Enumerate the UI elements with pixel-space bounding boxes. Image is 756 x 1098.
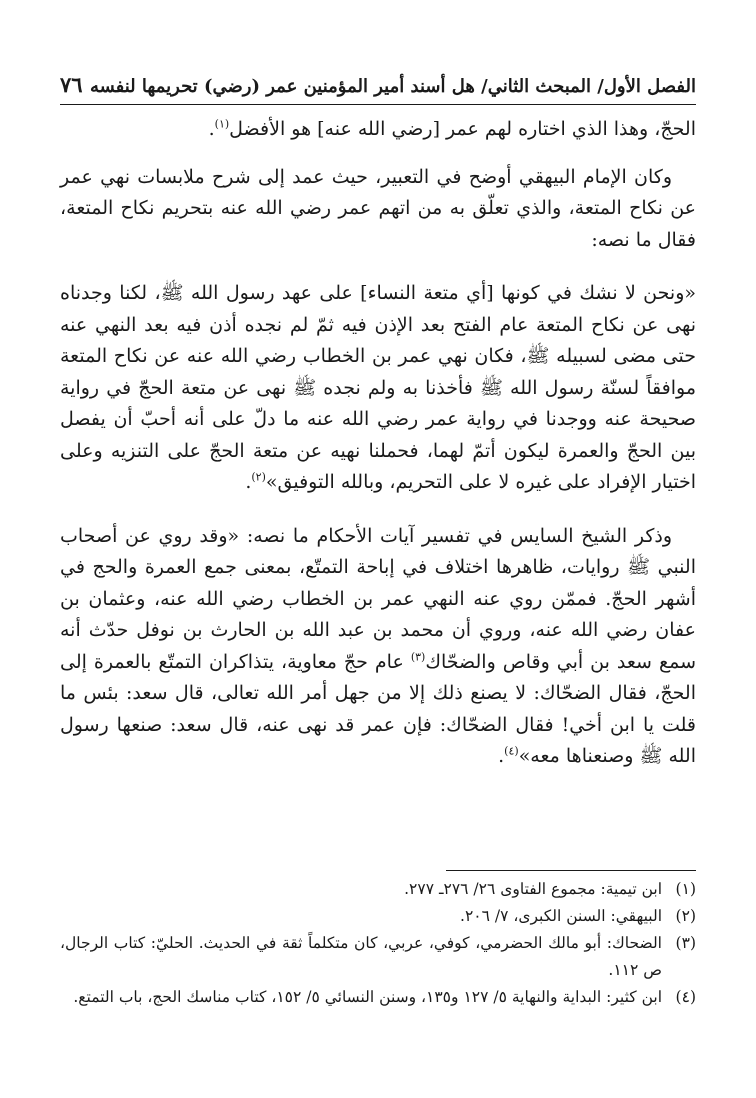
footnote-divider (446, 870, 696, 871)
footnote-4 (60, 984, 696, 1011)
footnote-text: ابن كثير: البداية والنهاية ٥/ ١٢٧ و١٣٥، وسنن النسائي ٥/ ١٥٢، كتاب مناسك الحج، باب التمتع. (73, 988, 662, 1006)
page-number: ٧٦ (60, 72, 83, 97)
footnotes (60, 876, 696, 1011)
footnote-text: ابن تيمية: مجموع الفتاوى ٢٦/ ٢٧٦ـ ٢٧٧. (404, 880, 662, 898)
main-text (60, 114, 696, 795)
footnote-ref-4: (٤) (504, 744, 519, 758)
footnote-text: الضحاك: أبو مالك الحضرمي، كوفي، عربي، كان متكلماً ثقة في الحديث. الحليّ: كتاب الرجال، ص ١١٢. (60, 934, 662, 979)
footnote-number: (٣) (675, 934, 696, 952)
paragraph-2: وكان الإمام البيهقي أوضح في التعبير، حيث عمد إلى شرح ملابسات نهي عمر عن نكاح المتعة، والذي تعلّق به من اتهم عمر رضي الله عنه بتحريم نكاح المتعة، فقال ما نصه: (60, 165, 696, 251)
footnote-ref-1: (١) (214, 117, 230, 131)
footnote-number: (٤) (675, 988, 696, 1006)
running-header (60, 72, 696, 97)
bayhaqi-quote: «ونحن لا نشك في كونها [أي متعة النساء] على عهد رسول الله ﷺ، لكنا وجدناه نهى عن نكاح المتعة عام الفتح بعد الإذن فيه ثمّ لم نجده أذن فيه بعد النهي عنه حتى مضى لسبيله ﷺ، فكان نهي عمر بن الخطاب رضي الله عنه عن نكاح المتعة موافقاً لسنّة رسول الله ﷺ فأخذنا به ولم نجده ﷺ نهى عن متعة الحجّ في رواية صحيحة عنه ووجدنا في رواية عمر رضي الله عنه ما دلّ على أنه أحبّ أن يفصل بين الحجّ والعمرة ليكون أتمّ لهما، فحملنا نهيه عن متعة الحجّ على التنزيه وعلى اختيار الإفراد على غيره لا على التحريم، وبالله التوفيق»$^{(٢)}$. (60, 282, 696, 493)
footnote-3 (60, 930, 696, 984)
footnote-ref-3: (٣) (410, 650, 426, 664)
footnote-number: (١) (675, 880, 696, 898)
running-title: الفصل الأول/ المبحث الثاني/ هل أسند أمير المؤمنين عمر (رضي) تحريمها لنفسه (89, 76, 696, 97)
paragraph-1: الحجّ، وهذا الذي اختاره لهم عمر [رضي الله عنه] هو الأفضل$^{(١)}$. (208, 117, 696, 140)
footnote-text: البيهقي: السنن الكبرى، ٧/ ٢٠٦. (460, 907, 662, 925)
footnote-number: (٢) (675, 907, 696, 925)
footnote-ref-2: (٢) (251, 470, 266, 484)
footnote-1 (60, 876, 696, 903)
header-divider (60, 104, 696, 105)
paragraph-4: وذكر الشيخ السايس في تفسير آيات الأحكام ما نصه: «وقد روي عن أصحاب النبي ﷺ روايات، ظاهرها اختلاف في إباحة التمتّع، بمعنى جمع العمرة والحج في أشهر الحجّ. فممّن روي عنه النهي عمر بن الخطاب رضي الله عنه، وعثمان بن عفان رضي الله عنه، وروي أن محمد بن عبد الله بن الحارث بن نوفل حدّث أنه سمع سعد بن أبي وقاص والضحّاك$^{(٣)}$ عام حجّ معاوية، يتذاكران التمتّع بالعمرة إلى الحجّ، فقال الضحّاك: لا يصنع ذلك إلا من جهل أمر الله تعالى، قال سعد: بئس ما قلت يا ابن أخي! فقال الضحّاك: فإن عمر قد نهى عنه، قال سعد: صنعها رسول الله ﷺ وصنعناها معه»$^{(٤)}$. (60, 524, 696, 767)
footnote-2 (60, 903, 696, 930)
